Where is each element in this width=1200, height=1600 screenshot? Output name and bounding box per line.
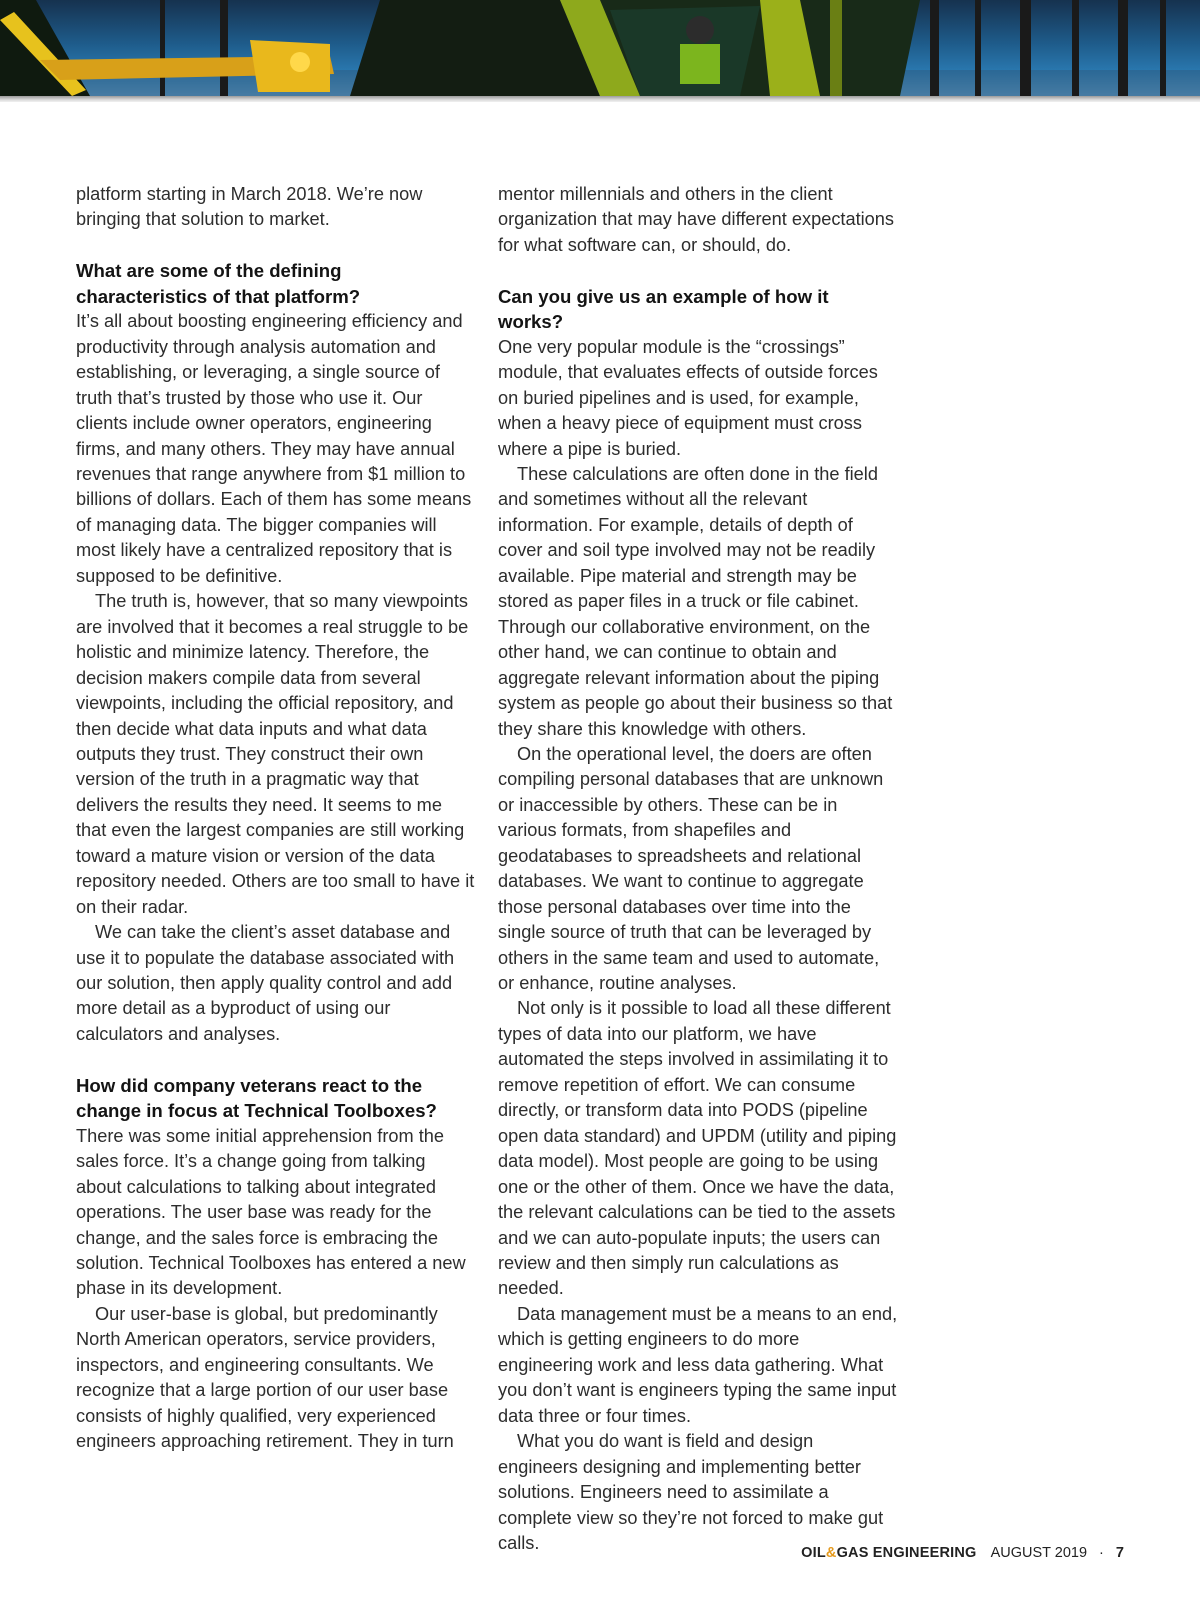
paragraph: The truth is, however, that so many viewpoints are involved that it becomes a real struggle to be holistic and minimize latency. Therefore, the decision makers compile data from several viewpoints, including the official repository, and then decide what data inputs and what data outputs they trust. They construct their own version of the truth in a pragmatic way that delivers the results they need. It seems to me that even the largest companies are still working toward a mature vision or version of the data repository needed. Others are too small to have it on their radar. xyxy=(76,591,475,917)
paragraph: It’s all about boosting engineering efficiency and productivity through analysis automation and establishing, or leveraging, a single source of truth that’s trusted by those who use it. Our clients include owner operators, engineering firms, and many others. They may have annual revenues that range anywhere from $1 million to billions of dollars. Each of them has some means of managing data. The bigger companies will most likely have a centralized repository that is supposed to be definitive. xyxy=(76,311,472,586)
paragraph: There was some initial apprehension from the sales force. It’s a change going from talking about calculations to talking about integrated operations. The user base was ready for the change, and the sales force is embracing the solution. Technical Toolboxes has entered a new phase in its development. xyxy=(76,1125,466,1299)
paragraph: What you do want is field and design engineers designing and implementing better solutions. Engineers need to assimilate a complete view so they’re not forced to make gut calls. xyxy=(498,1431,884,1553)
paragraph: Our user-base is global, but predominantly North American operators, service providers, inspectors, and engineering consultants. We recognize that a large portion of our user base consists of highly qualified, very experienced engineers approaching retirement. They in turn xyxy=(76,1303,454,1452)
page-number: 7 xyxy=(1115,1545,1124,1561)
paragraph: We can take the client’s asset database and use it to populate the database associated with our solution, then apply quality control and add more detail as a byproduct of using our calculators and analyses. xyxy=(76,922,455,1044)
interview-question: What are some of the defining characteristics of that platform? xyxy=(76,260,361,307)
paragraph: On the operational level, the doers are often compiling personal databases that are unknown or inaccessible by others. These can be in various formats, from shapefiles and geodatabases to spreadsheets and relational databases. We want to continue to aggregate those personal databases over time into the single source of truth that can be leveraged by others in the same team and used to automate, or enhance, routine analyses. xyxy=(498,743,884,994)
paragraph: These calculations are often done in the field and sometimes without all the relevant information. For example, details of depth of cover and soil type involved may not be readily available. Pipe material and strength may be stored as paper files in a truck or file cabinet. Through our collaborative environment, on the other hand, we can continue to obtain and aggregate relevant information about the piping system as people go about their business so that they share this knowledge with others. xyxy=(498,463,893,739)
article-column-left xyxy=(76,182,476,1455)
interview-question: Can you give us an example of how it works? xyxy=(498,285,829,333)
header-photo-banner xyxy=(0,0,1200,96)
footer-separator: · xyxy=(1099,1545,1104,1561)
paragraph: mentor millennials and others in the client organization that may have different expectations for what software can, or should, do. xyxy=(498,184,894,255)
banner-divider xyxy=(0,96,1200,102)
paragraph: Not only is it possible to load all these different types of data into our platform, we have automated the steps involved in assimilating it to remove repetition of effort. We can consume directly, or transform data into PODS (pipeline open data standard) and UPDM (utility and piping data model). Most people are going to be using one or the other of them. Once we have the data, the relevant calculations can be tied to the assets and we can auto-populate inputs; the users can review and then simply run calculations as needed. xyxy=(498,998,897,1299)
paragraph: platform starting in March 2018. We’re now bringing that solution to market. xyxy=(76,184,423,230)
interview-question: How did company veterans react to the change in focus at Technical Toolboxes? xyxy=(76,1074,437,1122)
paragraph: One very popular module is the “crossings” module, that evaluates effects of outside forces on buried pipelines and is used, for example, when a heavy piece of equipment must cross where a pipe is buried. xyxy=(498,336,878,459)
page-footer xyxy=(801,1541,1124,1565)
paragraph: Data management must be a means to an end, which is getting engineers to do more engineering work and less data gathering. What you don’t want is engineers typing the same input data three or four times. xyxy=(498,1303,898,1426)
equipment-photo-illustration xyxy=(0,0,1200,96)
issue-date: AUGUST 2019 xyxy=(990,1545,1088,1561)
article-column-right xyxy=(498,182,898,1556)
publication-name: OIL&GAS ENGINEERING xyxy=(801,1545,977,1561)
